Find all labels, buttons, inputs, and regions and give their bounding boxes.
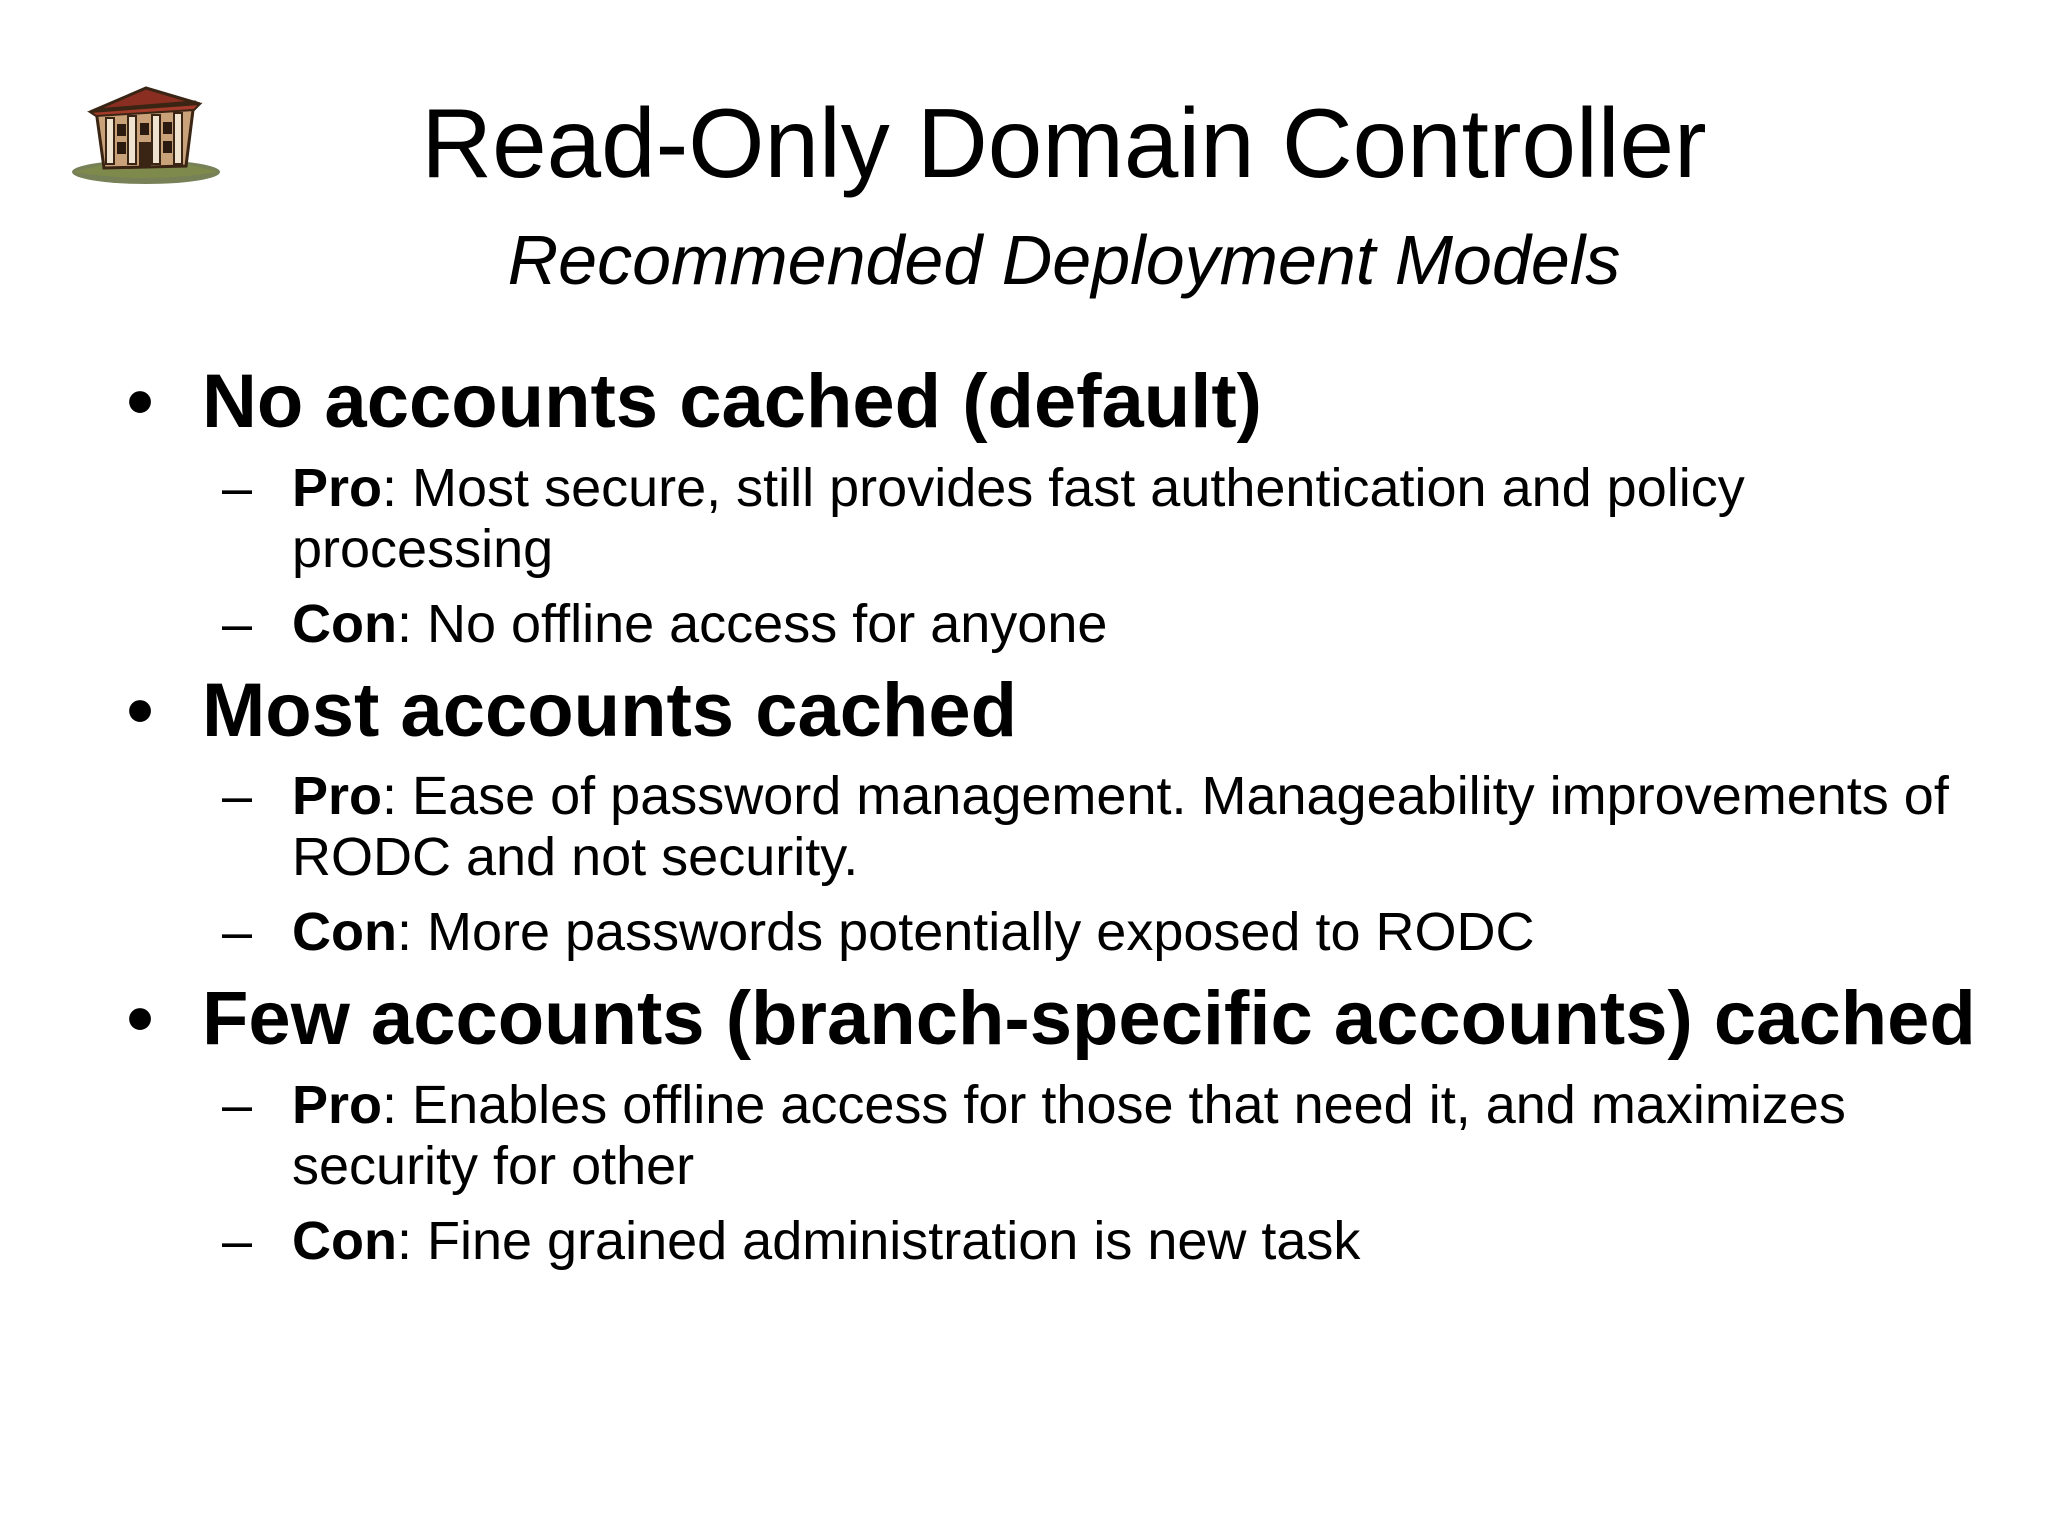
sub-bullet-text: Most secure, still provides fast authentication and policy processing	[292, 457, 1745, 579]
sub-bullet-con	[120, 1211, 2000, 1272]
sub-bullet-text: More passwords potentially exposed to RODC	[426, 902, 1535, 963]
sub-bullet-text: Enables offline access for those that need it, and maximizes security for other	[292, 1074, 1846, 1196]
sub-bullet-pro	[120, 766, 2000, 888]
sub-bullet-marker: –	[222, 1210, 253, 1271]
sub-bullet-label: Pro	[292, 1074, 383, 1135]
slide-subtitle: Recommended Deployment Models	[507, 221, 1621, 299]
bullet-heading: Most accounts cached	[202, 667, 1018, 753]
bullet-marker: •	[126, 359, 154, 444]
bullet-marker: •	[126, 667, 154, 753]
sub-bullet-sep: :	[382, 1074, 413, 1135]
sub-bullet-sep: :	[396, 1210, 427, 1271]
bullet-item	[120, 669, 2000, 753]
sub-bullet-marker: –	[222, 766, 253, 827]
bullet-item	[120, 360, 2000, 444]
sub-bullet-marker: –	[222, 593, 253, 654]
bullet-item	[120, 977, 2000, 1061]
sub-bullet-label: Con	[292, 1210, 397, 1271]
bullet-marker: •	[126, 976, 154, 1062]
sub-bullet-marker: –	[222, 1074, 253, 1135]
sub-bullet-label: Con	[292, 593, 397, 654]
sub-bullet-text: Ease of password management. Manageability improvements of RODC and not security.	[292, 766, 1949, 888]
slide-title: Read-Only Domain Controller	[421, 88, 1707, 198]
sub-bullet-marker: –	[222, 457, 253, 518]
sub-bullet-sep: :	[396, 902, 427, 963]
sub-bullet-text: Fine grained administration is new task	[426, 1210, 1361, 1271]
sub-bullet-sep: :	[382, 457, 413, 518]
sub-bullet-sep: :	[396, 593, 427, 654]
sub-bullet-label: Pro	[292, 457, 383, 518]
sub-bullet-sep: :	[382, 766, 413, 827]
sub-bullet-marker: –	[222, 902, 253, 963]
sub-bullet-text: No offline access for anyone	[426, 593, 1108, 654]
sub-bullet-pro	[120, 458, 2000, 580]
bullet-list	[120, 360, 2000, 1272]
sub-bullet-label: Con	[292, 902, 397, 963]
sub-bullet-con	[120, 902, 2000, 963]
sub-bullet-label: Pro	[292, 766, 383, 827]
sub-bullet-pro	[120, 1075, 2000, 1197]
bullet-heading: No accounts cached (default)	[202, 359, 1262, 444]
sub-bullet-con	[120, 594, 2000, 655]
bullet-heading: Few accounts (branch-specific accounts) cached	[202, 976, 1976, 1062]
